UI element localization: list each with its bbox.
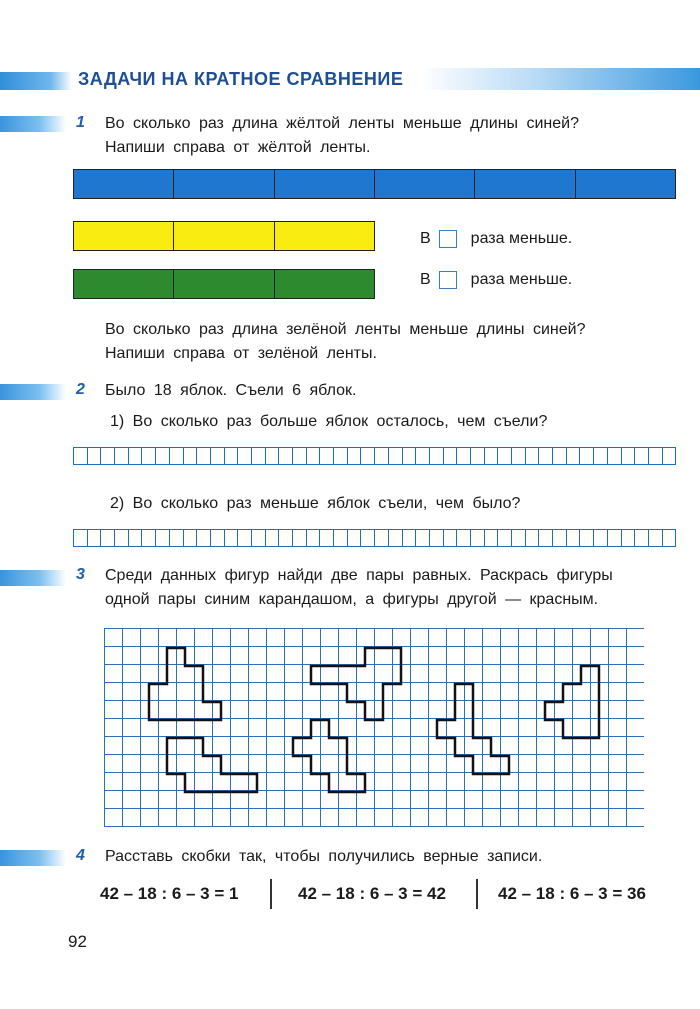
task1-line1: Во сколько раз длина жёлтой ленты меньше длины синей?	[105, 115, 579, 132]
header-band-right	[420, 68, 700, 90]
answer-cell[interactable]	[361, 530, 375, 546]
answer-cell[interactable]	[307, 530, 321, 546]
divider	[476, 879, 478, 909]
answer-cell[interactable]	[129, 448, 143, 464]
blue-segment	[74, 170, 174, 198]
answer-cell[interactable]	[348, 530, 362, 546]
answer-cell[interactable]	[512, 448, 526, 464]
answer-cell[interactable]	[663, 530, 676, 546]
answer-cell[interactable]	[211, 530, 225, 546]
answer-cell[interactable]	[115, 530, 129, 546]
figure-a[interactable]	[149, 648, 221, 720]
task3-line2: одной пары синим карандашом, а фигуры другой — красным.	[105, 591, 599, 608]
answer-cell[interactable]	[444, 448, 458, 464]
answer-cell[interactable]	[485, 448, 499, 464]
blue-ribbon	[73, 169, 676, 199]
expression-1[interactable]: 42 – 18 : 6 – 3 = 1	[100, 884, 239, 903]
answer-cell[interactable]	[211, 448, 225, 464]
answer-cell[interactable]	[170, 530, 184, 546]
answer-cell[interactable]	[403, 448, 417, 464]
answer-cell[interactable]	[416, 530, 430, 546]
answer-cell[interactable]	[457, 448, 471, 464]
answer-cell[interactable]	[142, 448, 156, 464]
green-segment	[275, 270, 374, 298]
answer-cell[interactable]	[279, 448, 293, 464]
answer-cell[interactable]	[293, 530, 307, 546]
answer-cell[interactable]	[498, 448, 512, 464]
answer-cell[interactable]	[279, 530, 293, 546]
answer-cell[interactable]	[74, 530, 88, 546]
answer-cell[interactable]	[622, 530, 636, 546]
answer-cell[interactable]	[252, 448, 266, 464]
task-marker-4	[0, 850, 66, 866]
answer-cell[interactable]	[238, 448, 252, 464]
page-number: 92	[68, 932, 87, 951]
answer-cell[interactable]	[663, 448, 676, 464]
figure-d[interactable]	[293, 720, 365, 792]
figure-e[interactable]	[437, 684, 509, 774]
answer-cell[interactable]	[580, 448, 594, 464]
answer-cell[interactable]	[526, 530, 540, 546]
answer-cell[interactable]	[389, 448, 403, 464]
blue-segment	[576, 170, 675, 198]
answer-cell[interactable]	[485, 530, 499, 546]
task4-instruction: Расставь скобки так, чтобы получились верные записи.	[105, 848, 543, 865]
answer-cell[interactable]	[539, 448, 553, 464]
answer-cell[interactable]	[170, 448, 184, 464]
answer-cell[interactable]	[320, 448, 334, 464]
answer-cell[interactable]	[252, 530, 266, 546]
answer-cell[interactable]	[553, 448, 567, 464]
answer-cell[interactable]	[142, 530, 156, 546]
answer-cell[interactable]	[430, 530, 444, 546]
answer-cell[interactable]	[553, 530, 567, 546]
answer-cell[interactable]	[293, 448, 307, 464]
task1-question2-line1: Во сколько раз длина зелёной ленты меньше длины синей?	[105, 321, 586, 338]
answer-cell[interactable]	[74, 448, 88, 464]
answer-cell[interactable]	[622, 448, 636, 464]
yellow-segment	[174, 222, 274, 250]
divider	[270, 879, 272, 909]
answer-cell[interactable]	[471, 530, 485, 546]
answer-cell[interactable]	[307, 448, 321, 464]
answer-prefix: В	[420, 230, 431, 247]
task-number-2: 2	[76, 381, 85, 398]
blue-segment	[375, 170, 475, 198]
answer-cell[interactable]	[320, 530, 334, 546]
answer-strip-1[interactable]	[73, 447, 676, 465]
task-number-3: 3	[76, 566, 85, 583]
answer-cell[interactable]	[635, 530, 649, 546]
green-ribbon	[73, 269, 375, 299]
green-segment	[174, 270, 274, 298]
answer-cell[interactable]	[115, 448, 129, 464]
answer-cell[interactable]	[444, 530, 458, 546]
task1-question2-line2: Напиши справа от зелёной ленты.	[105, 345, 377, 362]
answer-box-green[interactable]	[439, 271, 457, 289]
answer-cell[interactable]	[156, 448, 170, 464]
answer-cell[interactable]	[361, 448, 375, 464]
blue-segment	[275, 170, 375, 198]
answer-cell[interactable]	[184, 448, 198, 464]
answer-cell[interactable]	[512, 530, 526, 546]
task-marker-2	[0, 384, 66, 400]
answer-cell[interactable]	[594, 448, 608, 464]
yellow-ribbon	[73, 221, 375, 251]
expression-2[interactable]: 42 – 18 : 6 – 3 = 42	[298, 884, 446, 903]
answer-cell[interactable]	[430, 448, 444, 464]
answer-cell[interactable]	[184, 530, 198, 546]
answer-cell[interactable]	[348, 448, 362, 464]
answer-cell[interactable]	[594, 530, 608, 546]
answer-cell[interactable]	[649, 530, 663, 546]
answer-cell[interactable]	[403, 530, 417, 546]
answer-cell[interactable]	[498, 530, 512, 546]
answer-cell[interactable]	[580, 530, 594, 546]
task-marker-1	[0, 116, 66, 132]
expression-3[interactable]: 42 – 18 : 6 – 3 = 36	[498, 884, 646, 903]
blue-segment	[475, 170, 575, 198]
answer-suffix: раза меньше.	[470, 271, 573, 288]
answer-cell[interactable]	[197, 448, 211, 464]
answer-cell[interactable]	[457, 530, 471, 546]
answer-prefix: В	[420, 271, 431, 288]
yellow-segment	[275, 222, 374, 250]
section-title: ЗАДАЧИ НА КРАТНОЕ СРАВНЕНИЕ	[78, 69, 404, 89]
task2-question2: 2) Во сколько раз меньше яблок съели, чем было?	[110, 495, 521, 512]
green-segment	[74, 270, 174, 298]
task-number-4: 4	[76, 847, 85, 864]
shapes-grid	[104, 628, 644, 828]
answer-cell[interactable]	[101, 530, 115, 546]
answer-cell[interactable]	[471, 448, 485, 464]
answer-cell[interactable]	[539, 530, 553, 546]
answer-cell[interactable]	[266, 448, 280, 464]
answer-cell[interactable]	[526, 448, 540, 464]
answer-cell[interactable]	[635, 448, 649, 464]
answer-box-yellow[interactable]	[439, 230, 457, 248]
answer-cell[interactable]	[197, 530, 211, 546]
answer-cell[interactable]	[649, 448, 663, 464]
task-marker-3	[0, 570, 66, 586]
answer-cell[interactable]	[608, 448, 622, 464]
green-answer-row	[420, 271, 572, 289]
task2-intro: Было 18 яблок. Съели 6 яблок.	[105, 382, 357, 399]
answer-cell[interactable]	[334, 530, 348, 546]
task3-line1: Среди данных фигур найди две пары равных. Раскрась фигуры	[105, 567, 613, 584]
answer-cell[interactable]	[156, 530, 170, 546]
answer-cell[interactable]	[416, 448, 430, 464]
answer-cell[interactable]	[225, 448, 239, 464]
task1-line2: Напиши справа от жёлтой ленты.	[105, 139, 371, 156]
answer-cell[interactable]	[88, 530, 102, 546]
answer-cell[interactable]	[567, 530, 581, 546]
blue-segment	[174, 170, 274, 198]
answer-cell[interactable]	[567, 448, 581, 464]
answer-cell[interactable]	[225, 530, 239, 546]
answer-cell[interactable]	[608, 530, 622, 546]
task2-question1: 1) Во сколько раз больше яблок осталось, чем съели?	[110, 413, 548, 430]
answer-suffix: раза меньше.	[470, 230, 573, 247]
answer-cell[interactable]	[88, 448, 102, 464]
task-number-1: 1	[76, 114, 85, 131]
answer-cell[interactable]	[266, 530, 280, 546]
answer-cell[interactable]	[375, 530, 389, 546]
answer-cell[interactable]	[334, 448, 348, 464]
header-band-left	[0, 72, 72, 90]
answer-cell[interactable]	[238, 530, 252, 546]
answer-cell[interactable]	[129, 530, 143, 546]
answer-cell[interactable]	[389, 530, 403, 546]
answer-cell[interactable]	[101, 448, 115, 464]
yellow-segment	[74, 222, 174, 250]
yellow-answer-row	[420, 230, 572, 248]
answer-cell[interactable]	[375, 448, 389, 464]
answer-strip-2[interactable]	[73, 529, 676, 547]
